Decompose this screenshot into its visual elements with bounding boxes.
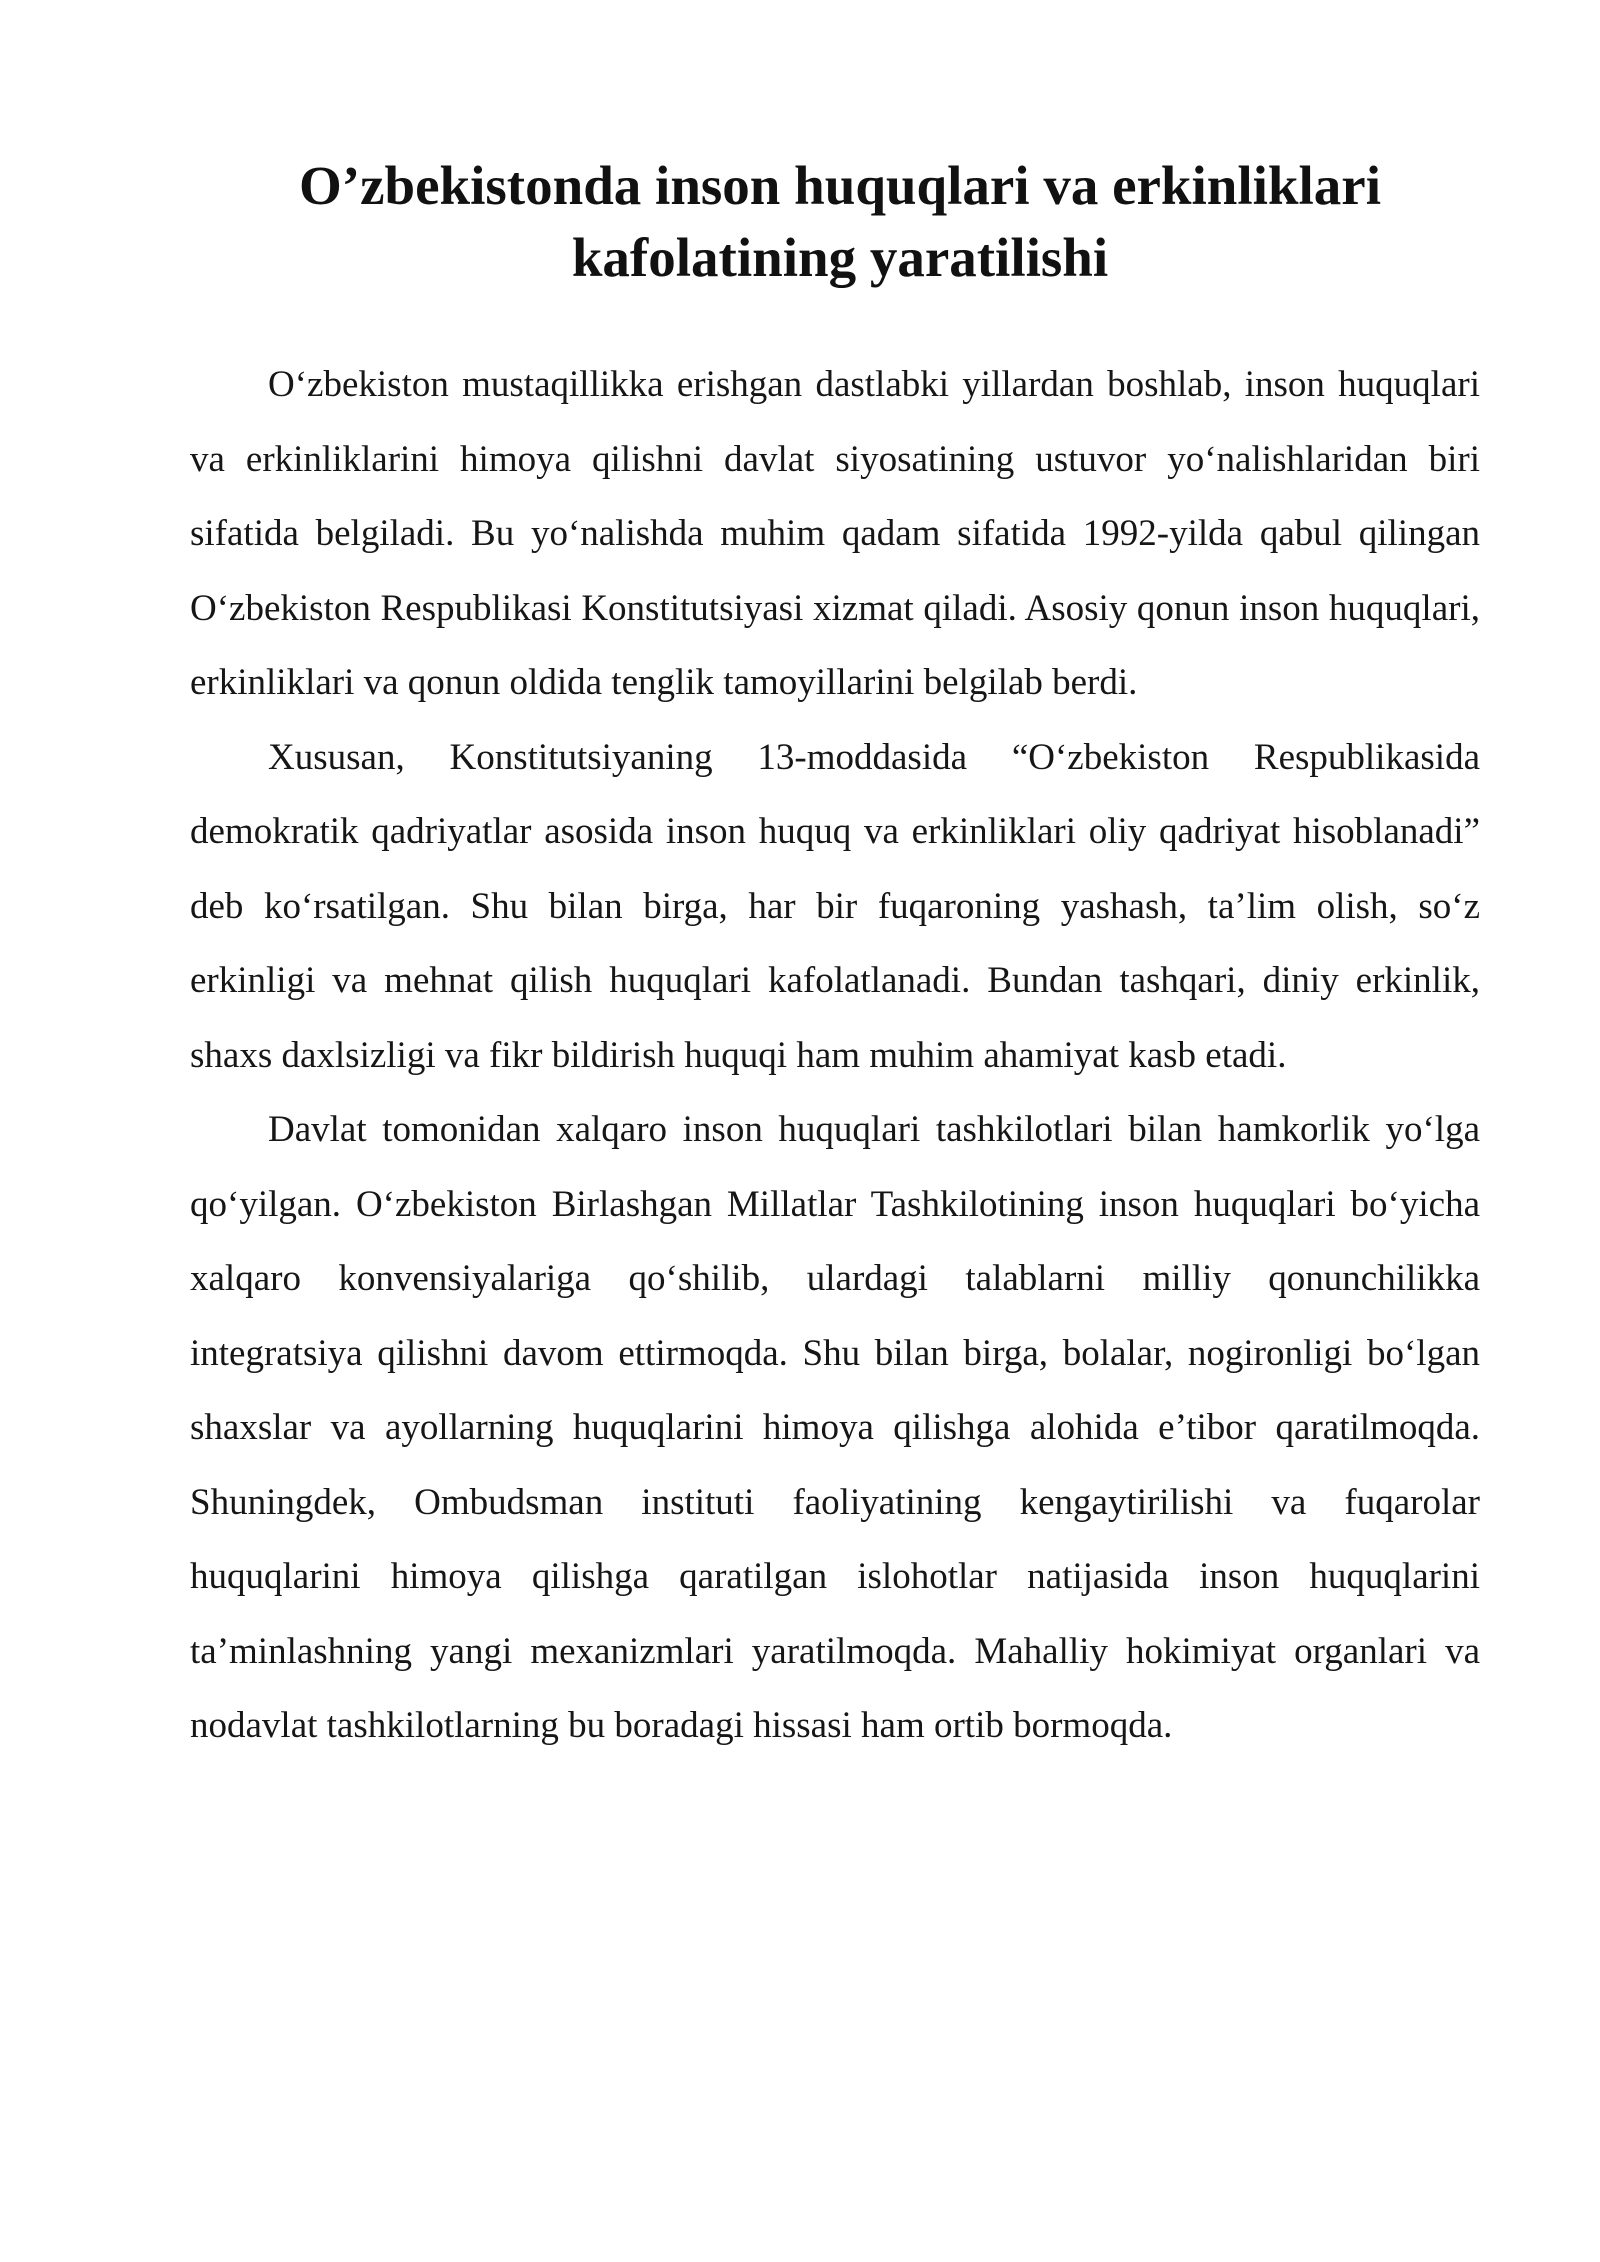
body-paragraph-2: Xususan, Konstitutsiyaning 13-moddasida “O‘zbekiston Respublikasida demokratik qadriyatlar asosida inson huquq va erkinliklari oliy qadriyat hisoblanadi” deb ko‘rsatilgan. Shu bilan birga, har bir fuqaroning yashash, ta’lim olish, so‘z erkinligi va mehnat qilish huquqlari kafolatlanadi. Bundan tashqari, diniy erkinlik, shaxs daxlsizligi va fikr bildirish huquqi ham muhim ahamiyat kasb etadi. [190, 736, 1480, 1076]
body-paragraph-3: Davlat tomonidan xalqaro inson huquqlari tashkilotlari bilan hamkorlik yo‘lga qo‘yilgan. O‘zbekiston Birlashgan Millatlar Tashkilotining inson huquqlari bo‘yicha xalqaro konvensiyalariga qo‘shilib, ulardagi talablarni milliy qonunchilikka integratsiya qilishni davom ettirmoqda. Shu bilan birga, bolalar, nogironligi bo‘lgan shaxslar va ayollarning huquqlarini himoya qilishga alohida e’tibor qaratilmoqda. Shuningdek, Ombudsman instituti faoliyatining kengaytirilishi va fuqarolar huquqlarini himoya qilishga qaratilgan islohotlar natijasida inson huquqlarini ta’minlashning yangi mexanizmlari yaratilmoqda. Mahalliy hokimiyat organlari va nodavlat tashkilotlarning bu boradagi hissasi ham ortib bormoqda. [190, 1109, 1480, 1746]
document-body [190, 348, 1480, 1764]
body-paragraph-1: O‘zbekiston mustaqillikka erishgan dastlabki yillardan boshlab, inson huquqlari va erkinliklarini himoya qilishni davlat siyosatining ustuvor yo‘nalishlaridan biri sifatida belgiladi. Bu yo‘nalishda muhim qadam sifatida 1992-yilda qabul qilingan O‘zbekiston Respublikasi Konstitutsiyasi xizmat qiladi. Asosiy qonun inson huquqlari, erkinliklari va qonun oldida tenglik tamoyillarini belgilab berdi. [190, 364, 1480, 703]
document-title-line-2: kafolatining yaratilishi [571, 227, 1109, 288]
document-title [190, 150, 1490, 294]
document-title-line-1: O’zbekistonda inson huquqlari va erkinliklari [299, 155, 1381, 216]
